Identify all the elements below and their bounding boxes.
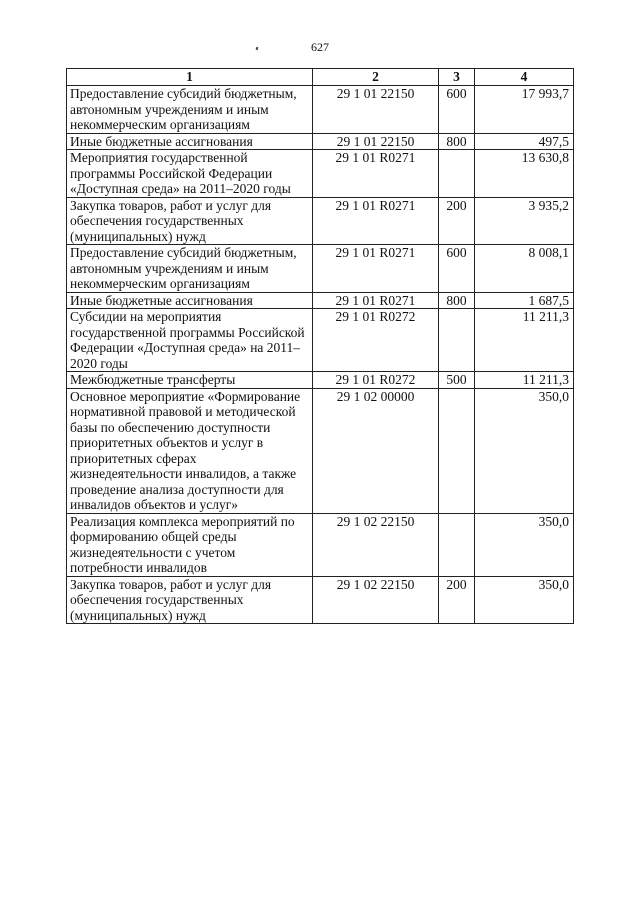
row-amount: 350,0: [475, 576, 574, 624]
row-code: 29 1 02 22150: [313, 513, 439, 576]
table-row: [67, 292, 574, 309]
table-row: [67, 197, 574, 245]
row-name: Основное мероприятие «Формирование нормативной правовой и методической базы по обеспечению доступности приоритетных объектов и услуг в приоритетных сферах жизнедеятельности инвалидов, а также проведение анализа доступности для инвалидов объектов и услуг»: [67, 388, 313, 513]
row-code: 29 1 02 22150: [313, 576, 439, 624]
row-name: Межбюджетные трансферты: [67, 372, 313, 389]
row-code: 29 1 01 22150: [313, 86, 439, 134]
row-type: 600: [439, 245, 475, 293]
row-type: 200: [439, 197, 475, 245]
row-type: [439, 388, 475, 513]
table-row: [67, 150, 574, 198]
row-amount: 11 211,3: [475, 372, 574, 389]
table-row: [67, 388, 574, 513]
row-code: 29 1 01 R0272: [313, 309, 439, 372]
row-name: Предоставление субсидий бюджетным, автономным учреждениям и иным некоммерческим организациям: [67, 86, 313, 134]
table-row: [67, 576, 574, 624]
row-name: Закупка товаров, работ и услуг для обеспечения государственных (муниципальных) нужд: [67, 576, 313, 624]
row-code: 29 1 01 R0271: [313, 150, 439, 198]
row-type: 200: [439, 576, 475, 624]
row-type: 800: [439, 133, 475, 150]
header-col-1: 1: [67, 69, 313, 86]
row-amount: 8 008,1: [475, 245, 574, 293]
row-type: [439, 309, 475, 372]
row-amount: 3 935,2: [475, 197, 574, 245]
row-name: Иные бюджетные ассигнования: [67, 133, 313, 150]
budget-table: [66, 68, 574, 624]
row-code: 29 1 01 22150: [313, 133, 439, 150]
row-code: 29 1 01 R0271: [313, 245, 439, 293]
table-row: [67, 372, 574, 389]
header-col-2: 2: [313, 69, 439, 86]
row-name: Иные бюджетные ассигнования: [67, 292, 313, 309]
row-name: Предоставление субсидий бюджетным, автономным учреждениям и иным некоммерческим организациям: [67, 245, 313, 293]
page-number: 627: [311, 40, 329, 54]
row-amount: 350,0: [475, 513, 574, 576]
table-row: [67, 245, 574, 293]
row-type: 800: [439, 292, 475, 309]
header-row: [67, 69, 574, 86]
row-amount: 350,0: [475, 388, 574, 513]
row-name: Мероприятия государственной программы Российской Федерации «Доступная среда» на 2011–2020 годы: [67, 150, 313, 198]
header-col-4: 4: [475, 69, 574, 86]
row-amount: 11 211,3: [475, 309, 574, 372]
row-code: 29 1 01 R0271: [313, 197, 439, 245]
row-code: 29 1 02 00000: [313, 388, 439, 513]
row-amount: 497,5: [475, 133, 574, 150]
row-name: Субсидии на мероприятия государственной программы Российской Федерации «Доступная среда» на 2011–2020 годы: [67, 309, 313, 372]
row-name: Реализация комплекса мероприятий по формированию общей среды жизнедеятельности с учетом потребности инвалидов: [67, 513, 313, 576]
row-type: 500: [439, 372, 475, 389]
row-type: [439, 150, 475, 198]
row-amount: 13 630,8: [475, 150, 574, 198]
table-row: [67, 133, 574, 150]
header-col-3: 3: [439, 69, 475, 86]
table-row: [67, 309, 574, 372]
row-amount: 17 993,7: [475, 86, 574, 134]
row-type: 600: [439, 86, 475, 134]
row-code: 29 1 01 R0272: [313, 372, 439, 389]
row-code: 29 1 01 R0271: [313, 292, 439, 309]
row-name: Закупка товаров, работ и услуг для обеспечения государственных (муниципальных) нужд: [67, 197, 313, 245]
row-type: [439, 513, 475, 576]
table-row: [67, 513, 574, 576]
table-row: [67, 86, 574, 134]
row-amount: 1 687,5: [475, 292, 574, 309]
